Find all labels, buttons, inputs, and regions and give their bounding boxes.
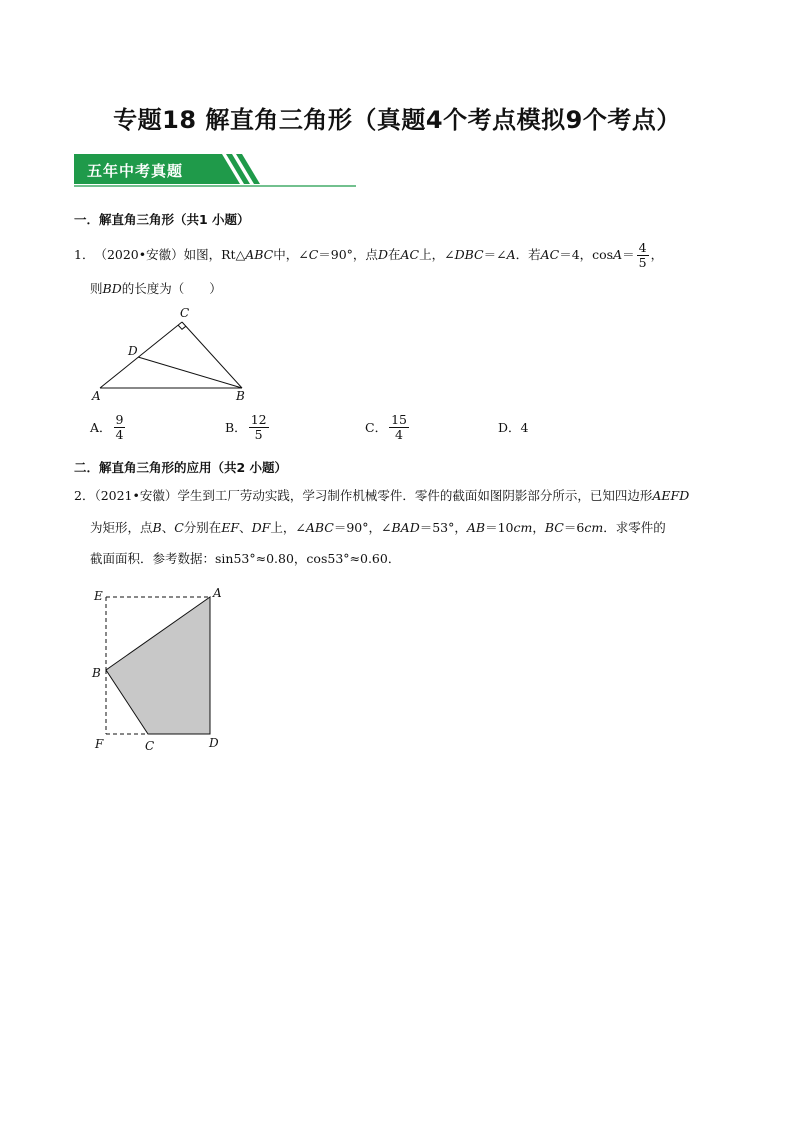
q2-text: ＝53°，	[419, 520, 467, 535]
option-letter: B．	[225, 420, 247, 435]
q1-var: A	[506, 246, 516, 262]
q1-var: ABC	[245, 246, 274, 262]
q1-text: ＝4，cos	[559, 246, 614, 262]
q1-text: 在	[387, 246, 401, 262]
q1-var: A	[613, 246, 623, 262]
q1-text: ．若	[515, 246, 541, 262]
q1-text: 则	[90, 281, 103, 296]
option-value: 4	[520, 419, 529, 435]
q2-unit: cm	[513, 520, 533, 535]
option-letter: A．	[90, 420, 112, 435]
option-b[interactable]	[225, 409, 271, 445]
page-title: 专题18 解直角三角形（真题4个考点模拟9个考点）	[113, 106, 681, 134]
fraction-denominator: 4	[395, 426, 403, 442]
q2-var: DF	[251, 520, 271, 535]
label-B: B	[236, 389, 245, 403]
fraction-denominator: 5	[638, 254, 647, 270]
q2-var: BAD	[391, 520, 420, 535]
q2-var: AEFD	[652, 488, 690, 503]
q1-var: BD	[102, 281, 122, 296]
q1-text: ＝90°，点	[318, 246, 378, 262]
label-C: C	[180, 306, 190, 320]
fraction-numerator: 15	[391, 412, 407, 428]
q1-text: 的长度为（ ）	[121, 281, 222, 296]
option-letter: C．	[365, 420, 388, 435]
q2-var: EF	[221, 520, 240, 535]
q2-text: 上，∠	[270, 520, 306, 535]
q2-number: 2．	[74, 488, 95, 503]
label-C: C	[145, 739, 155, 753]
option-d[interactable]	[498, 409, 528, 445]
label-A: A	[92, 389, 101, 403]
label-F: F	[95, 737, 104, 751]
q1-text: ＝∠	[483, 246, 507, 262]
fraction-numerator: 4	[638, 240, 647, 256]
q2-var: AB	[466, 520, 486, 535]
q1-text: ＝	[622, 246, 635, 262]
q2-part-figure	[86, 584, 236, 754]
q1-line1	[74, 237, 663, 273]
q1-var: DBC	[454, 246, 484, 262]
q2-line3: 截面面积．参考数据：sin53°≈0.80，cos53°≈0.60．	[90, 551, 401, 566]
fraction-denominator: 5	[254, 426, 263, 442]
q1-var: AC	[400, 246, 420, 262]
shaded-cross-section	[106, 597, 210, 734]
q2-text: ＝10	[485, 520, 514, 535]
q2-text: ，	[532, 520, 545, 535]
label-E: E	[94, 589, 103, 603]
banner-label: 五年中考真题	[87, 162, 184, 180]
q2-text: 为矩形，点	[90, 520, 153, 535]
q2-text: 分别在	[183, 520, 222, 535]
q2-text: ＝6	[563, 520, 585, 535]
q1-number: 1．	[74, 246, 95, 262]
label-D: D	[209, 736, 219, 750]
label-A: A	[213, 586, 222, 600]
q1-text: 上，∠	[419, 246, 455, 262]
q2-text: 学生到工厂劳动实践，学习制作机械零件．零件的截面如图阴影部分所示，已知四边形	[177, 488, 653, 503]
option-fraction	[249, 413, 269, 440]
q2-text: ．求零件的	[603, 520, 666, 535]
q2-var: C	[174, 520, 184, 535]
q2-line1	[74, 490, 689, 503]
option-fraction	[389, 413, 409, 440]
section-heading-1: 一．解直角三角形（共1 小题）	[74, 212, 250, 227]
q2-text: 、	[239, 520, 252, 535]
q1-var: AC	[540, 246, 560, 262]
q1-source: （2020•安徽）	[94, 246, 184, 262]
fraction-numerator: 9	[115, 412, 124, 428]
q1-var: C	[308, 246, 319, 262]
label-B: B	[92, 666, 101, 680]
q1-line2	[90, 283, 222, 296]
q2-text: 、	[161, 520, 175, 535]
cos-fraction	[637, 241, 649, 268]
option-letter: D．	[498, 420, 521, 435]
q2-text: ＝90°，∠	[333, 520, 392, 535]
q2-line2	[90, 522, 666, 535]
fraction-numerator: 12	[250, 412, 267, 428]
q2-var: B	[152, 520, 162, 535]
q1-text: 中，∠	[273, 246, 309, 262]
q2-source: （2021•安徽）	[94, 488, 178, 503]
q1-text: 如图，Rt△	[183, 246, 246, 262]
option-a[interactable]	[90, 409, 127, 445]
q1-var: D	[377, 246, 388, 262]
q1-text: ，	[650, 246, 664, 262]
q2-unit: cm	[584, 520, 604, 535]
label-D: D	[128, 344, 138, 358]
option-c[interactable]	[365, 409, 411, 445]
q1-triangle-figure	[86, 302, 256, 404]
q2-var: ABC	[305, 520, 334, 535]
section-heading-2: 二．解直角三角形的应用（共2 小题）	[74, 460, 288, 475]
option-fraction	[114, 413, 126, 440]
fraction-denominator: 4	[115, 426, 124, 442]
q2-var: BC	[544, 520, 564, 535]
